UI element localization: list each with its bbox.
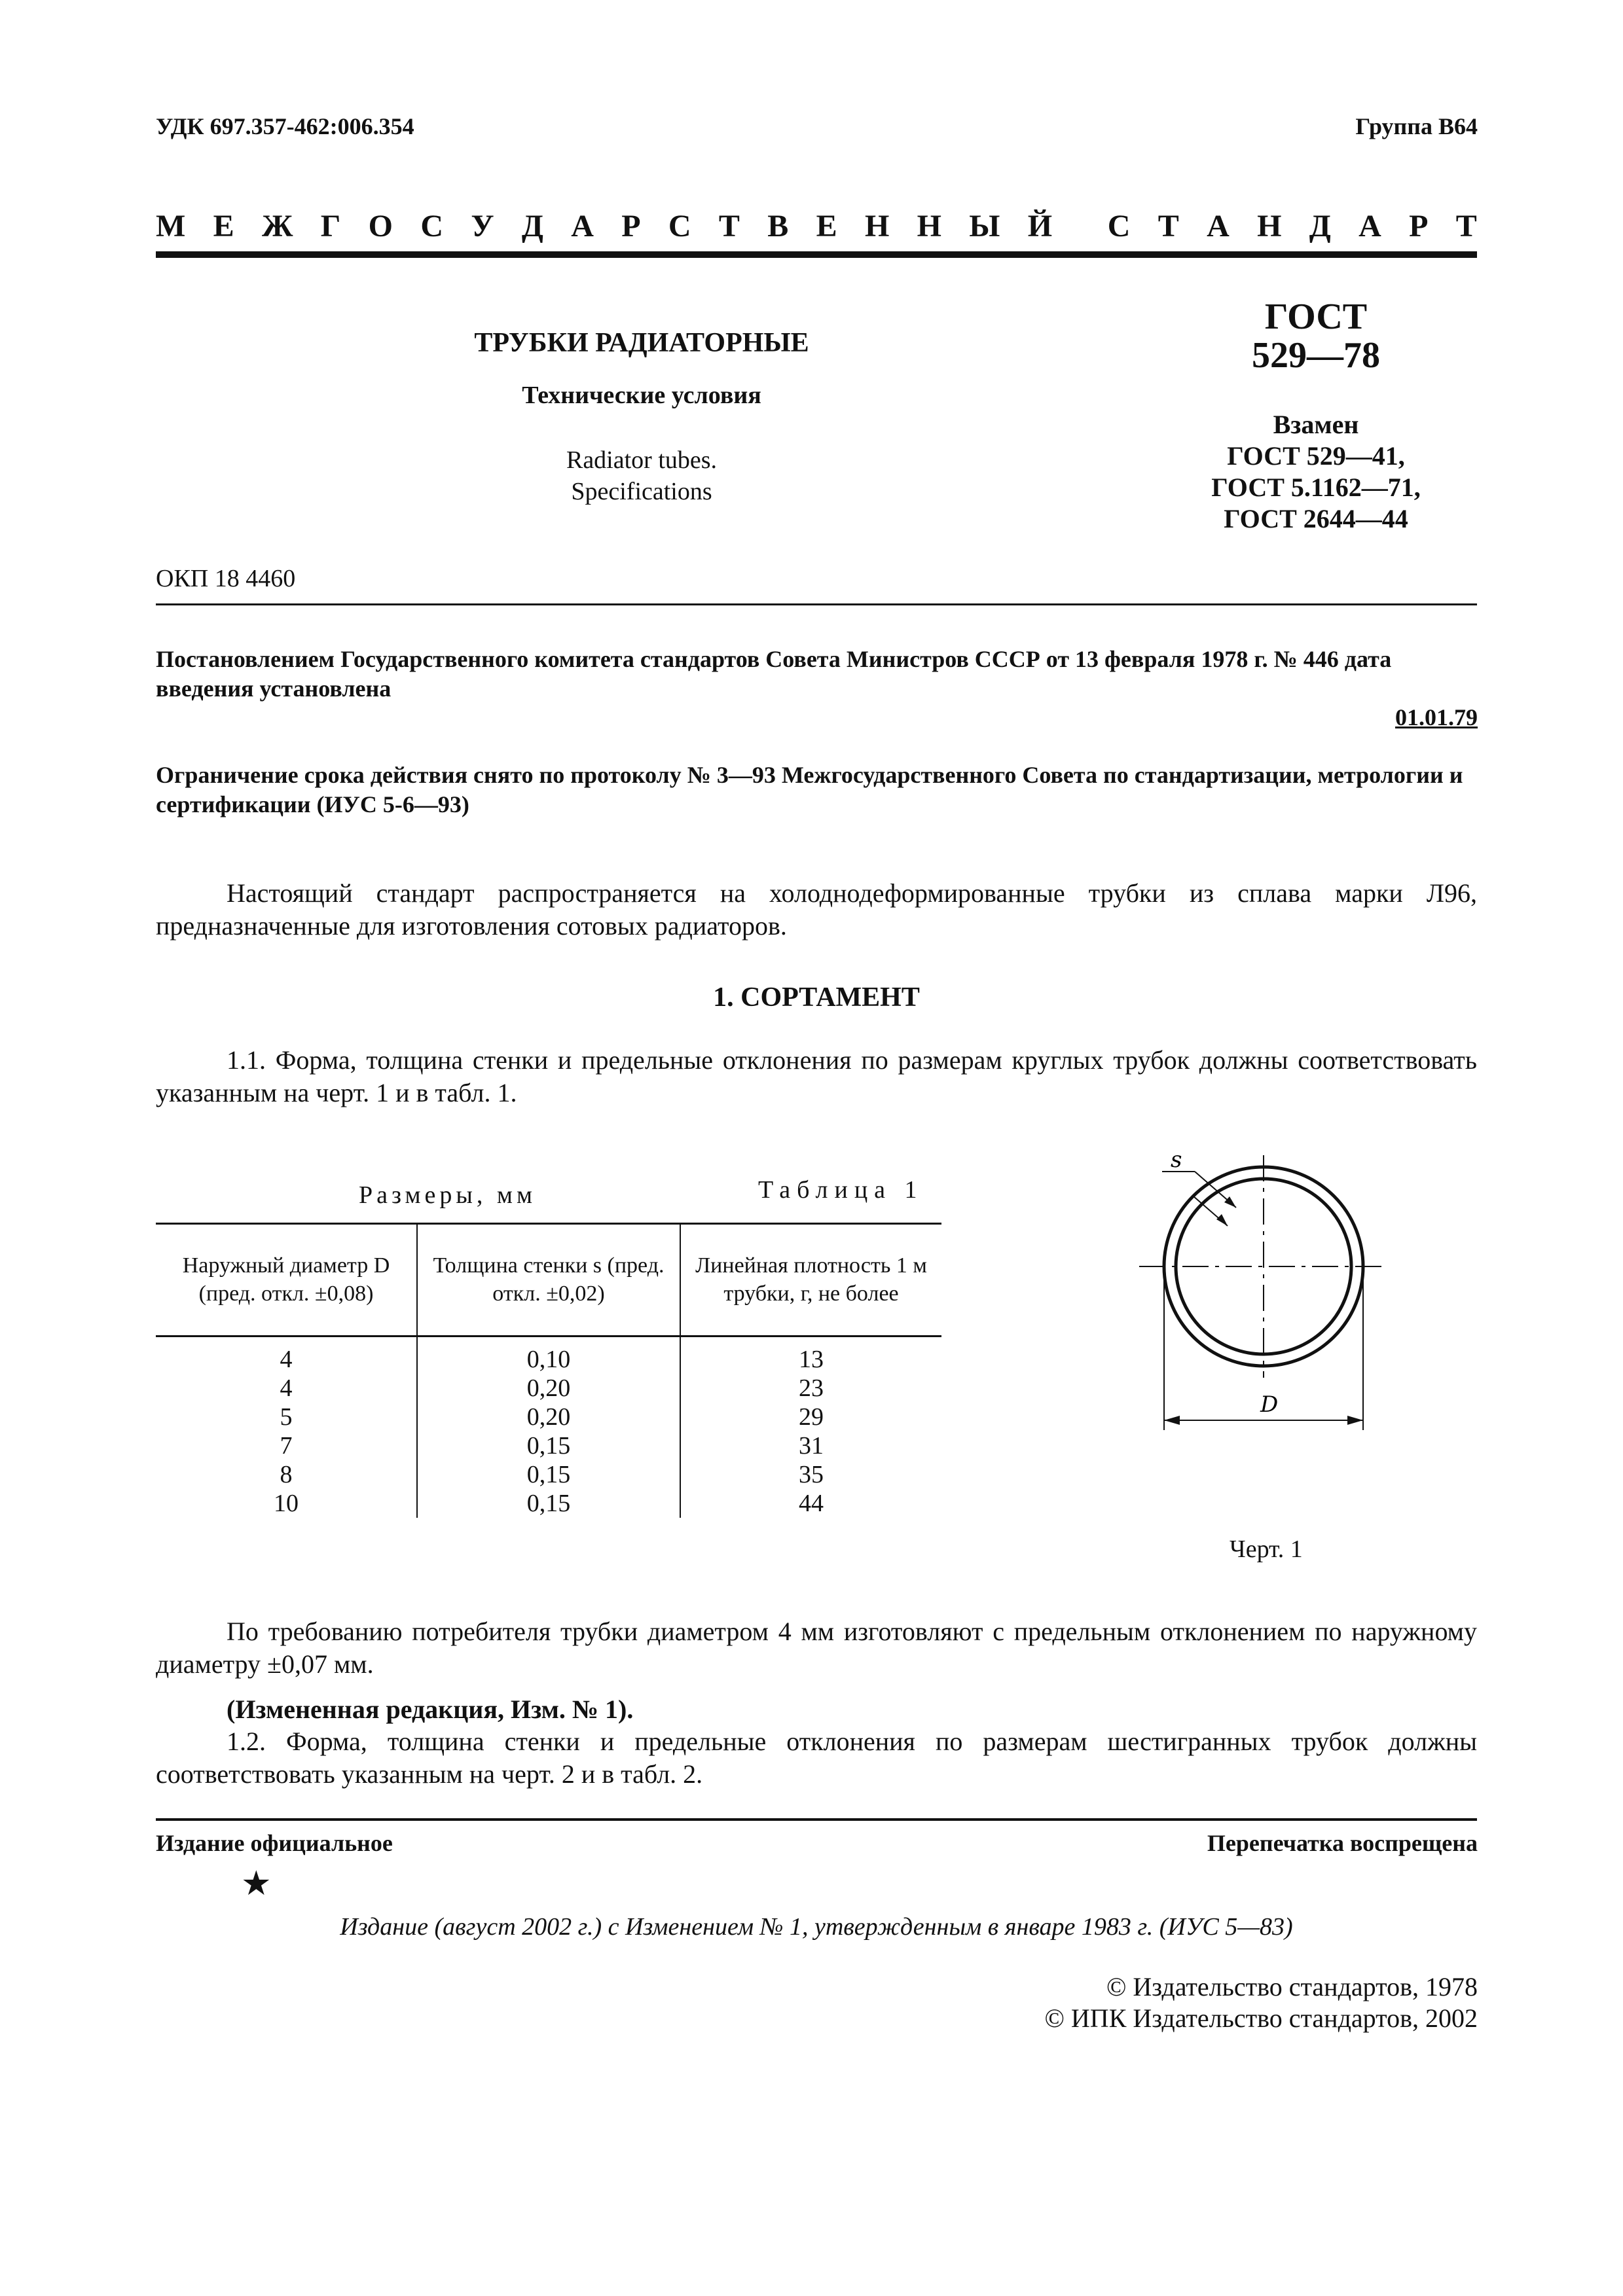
- table-cell: 29: [799, 1403, 824, 1431]
- table-cell: 7: [156, 1431, 417, 1460]
- udk-code: УДК 697.357-462:006.354: [156, 113, 414, 139]
- heading-letter: Д: [521, 209, 543, 243]
- heading-letter: О: [368, 209, 393, 243]
- heading-letter: С: [668, 209, 691, 243]
- replaces-label: Взамен: [1273, 409, 1359, 439]
- table-cell: 0,15: [417, 1460, 680, 1489]
- gost-number: 529—78: [1252, 334, 1380, 376]
- gost-label: ГОСТ: [1264, 296, 1368, 337]
- interstate-standard-heading: [156, 208, 1477, 244]
- table-cell: 0,15: [417, 1431, 680, 1460]
- heading-letter: С: [1107, 209, 1131, 243]
- heading-letter: М: [156, 209, 186, 243]
- table-row: [156, 1489, 941, 1518]
- label-d: D: [1260, 1391, 1279, 1418]
- table-1-caption: Таблица 1: [758, 1176, 924, 1204]
- paragraph-1-2: 1.2. Форма, толщина стенки и предельные отклонения по размерам шестигранных трубок должны соответствовать указанным на черт. 2 и в табл. 2.: [156, 1727, 1477, 1789]
- english-title: [262, 445, 1021, 507]
- replaced-standard: ГОСТ 2644—44: [1224, 503, 1408, 533]
- table-cell: 0,20: [417, 1403, 680, 1431]
- heading-letter: Р: [621, 209, 641, 243]
- heading-letter: Г: [320, 209, 341, 243]
- column-header-thickness: Толщина стенки s (пред. откл. ±0,02): [417, 1224, 680, 1336]
- table-cell: 0,10: [417, 1336, 680, 1374]
- table-cell: 5: [156, 1403, 417, 1431]
- document-title: ТРУБКИ РАДИАТОРНЫЕ: [474, 328, 809, 358]
- heading-letter: Н: [1257, 209, 1282, 243]
- heading-letter: Ы: [969, 209, 1000, 243]
- official-edition-label: Издание официальное: [156, 1830, 393, 1856]
- amendment-note: (Измененная редакция, Изм. № 1).: [227, 1695, 634, 1724]
- table-cell: 4: [156, 1374, 417, 1403]
- table-row: [156, 1403, 941, 1431]
- table-row: [156, 1460, 941, 1489]
- copyright-2002: © ИПК Издательство стандартов, 2002: [1044, 2003, 1478, 2033]
- section-1-heading: 1. СОРТАМЕНТ: [713, 982, 920, 1013]
- table-row: [156, 1431, 941, 1460]
- heading-letter: Т: [1455, 209, 1477, 243]
- table-cell: 23: [799, 1374, 824, 1402]
- heading-letter: А: [1359, 209, 1381, 243]
- table-cell: 31: [799, 1432, 824, 1460]
- replaced-standard: ГОСТ 5.1162—71,: [1211, 472, 1421, 502]
- table-cell: 0,15: [417, 1489, 680, 1518]
- introduction-date: 01.01.79: [1395, 704, 1478, 730]
- table-row: [156, 1336, 941, 1374]
- column-header-density: Линейная плотность 1 м трубки, г, не более: [680, 1224, 941, 1336]
- heading-letter: С: [420, 209, 443, 243]
- heading-letter: Е: [213, 209, 234, 243]
- drawing-1-round-tube: [1074, 1142, 1414, 1456]
- footer-rule: [156, 1818, 1477, 1821]
- limitation-text: Ограничение срока действия снято по протоколу № 3—93 Межгосударственного Совета по стандартизации, метрологии и сертификации (ИУС 5-6—93): [156, 762, 1463, 817]
- heading-letter: Н: [864, 209, 890, 243]
- heading-letter: Д: [1309, 209, 1331, 243]
- table-cell: 4: [156, 1336, 417, 1374]
- table-1-units-caption: Размеры, мм: [359, 1181, 537, 1209]
- heading-letter: В: [767, 209, 789, 243]
- table-cell: 8: [156, 1460, 417, 1489]
- group-code: Группа В64: [1355, 113, 1478, 139]
- customer-requirement-paragraph: По требованию потребителя трубки диаметром 4 мм изготовляют с предельным отклонением по наружному диаметру ±0,07 мм.: [156, 1617, 1477, 1679]
- table-cell: 44: [799, 1490, 824, 1517]
- reprint-prohibited-label: Перепечатка воспрещена: [1207, 1830, 1478, 1856]
- heading-letter: Н: [917, 209, 941, 243]
- table-row: [156, 1374, 941, 1403]
- title-rule: [156, 603, 1477, 605]
- heading-letter: У: [471, 209, 494, 243]
- heading-letter: Т: [718, 209, 740, 243]
- gost-block: [1172, 298, 1460, 535]
- table-cell: 0,20: [417, 1374, 680, 1403]
- heading-letter: А: [571, 209, 594, 243]
- s-arrow-inner: [1216, 1214, 1228, 1226]
- column-header-diameter: Наружный диаметр D (пред. откл. ±0,08): [156, 1224, 417, 1336]
- okp-code: ОКП 18 4460: [156, 565, 296, 592]
- intro-paragraph: Настоящий стандарт распространяется на холоднодеформированные трубки из сплава марки Л96, предназначенные для изготовления сотовых радиаторов.: [156, 878, 1477, 941]
- label-s: s: [1171, 1147, 1182, 1173]
- english-title-line-2: Specifications: [571, 477, 712, 505]
- english-title-line-1: Radiator tubes.: [566, 446, 718, 474]
- decree-text: Постановлением Государственного комитета стандартов Совета Министров СССР от 13 февраля 1978 г. № 446 дата введения установлена: [156, 646, 1392, 702]
- table-1-body: [156, 1336, 941, 1518]
- table-cell: 35: [799, 1461, 824, 1488]
- heading-letter: А: [1207, 209, 1230, 243]
- star-icon: ★: [241, 1865, 272, 1903]
- table-1: [156, 1223, 941, 1518]
- d-arrow-left: [1164, 1416, 1180, 1425]
- title-block: [262, 327, 1021, 507]
- drawing-1-caption: Черт. 1: [1230, 1535, 1303, 1563]
- table-cell: 13: [799, 1346, 824, 1373]
- heading-letter: Т: [1158, 209, 1179, 243]
- copyright-1978: © Издательство стандартов, 1978: [1106, 1972, 1478, 2001]
- d-arrow-right: [1347, 1416, 1363, 1425]
- header-rule: [156, 251, 1477, 258]
- table-cell: 10: [156, 1489, 417, 1518]
- heading-letter: Р: [1409, 209, 1429, 243]
- table-header-row: [156, 1224, 941, 1336]
- heading-letter: Ж: [261, 209, 293, 243]
- heading-letter: Е: [816, 209, 837, 243]
- replaced-standard: ГОСТ 529—41,: [1227, 440, 1405, 471]
- heading-letter: Й: [1027, 209, 1053, 243]
- edition-note: Издание (август 2002 г.) с Изменением № 1, утвержденным в январе 1983 г. (ИУС 5—83): [340, 1913, 1293, 1941]
- paragraph-1-1: 1.1. Форма, толщина стенки и предельные отклонения по размерам круглых трубок должны соответствовать указанным на черт. 1 и в табл. 1.: [156, 1045, 1477, 1107]
- document-subtitle: Технические условия: [522, 382, 761, 409]
